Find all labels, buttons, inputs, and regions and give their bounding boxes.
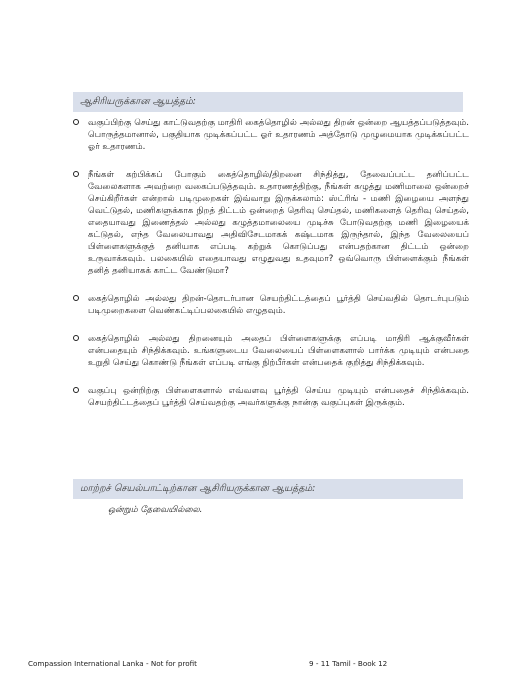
list-item xyxy=(69,117,469,153)
preparation-list xyxy=(69,117,469,409)
section-heading-text: ஆசிரியருக்கான ஆயத்தம்: xyxy=(80,96,196,107)
section-heading-text: மாற்றச் செயல்பாட்டிற்கான ஆசிரியருக்கான ஆயத்தம்: xyxy=(80,483,316,494)
section-heading-alternate-activity xyxy=(73,479,463,499)
section-note: ஒன்றும் தேவையில்லை. xyxy=(108,505,203,515)
list-item xyxy=(69,169,469,277)
circle-bullet-icon xyxy=(73,335,79,341)
circle-bullet-icon xyxy=(73,119,79,125)
footer-right-text: 9 - 11 Tamil - Book 12 xyxy=(309,659,388,668)
circle-bullet-icon xyxy=(73,295,79,301)
circle-bullet-icon xyxy=(73,387,79,393)
list-item xyxy=(69,385,469,409)
list-item-text: கைத்தொழில் அல்லது திறன்-தொடர்பான செயற்திட்டத்தைப் பூர்த்தி செய்வதில் தொடர்புபடும் படிமுறைகளை வெண்கட்டிப்பலகையில் எழுதவும். xyxy=(88,294,469,316)
list-item xyxy=(69,333,469,369)
list-item-text: வகுப்பு ஒன்றிற்கு பிள்ளைகளால் எவ்வளவு பூர்த்தி செய்ய முடியும் என்பதைச் சிந்திக்கவும். செயற்திட்டத்தைப் பூர்த்தி செய்வதற்கு அவர்களுக்கு நான்கு வகுப்புகள் இருக்கும். xyxy=(88,386,469,408)
list-item xyxy=(69,293,469,317)
list-item-text: வகுப்பிற்கு செய்து காட்டுவதற்கு மாதிரி கைத்தொழில் அல்லது திறன் ஒன்றை ஆயத்தப்படுத்தவும். பொருத்தமானால், பகுதியாக முடிக்கப்பட்ட ஓர் உதாரணம் அத்தோடு முழுமையாக முடிக்கப்பட்ட ஓர் உதாரணம். xyxy=(88,118,469,152)
list-item-text: கைத்தொழில் அல்லது திறனையும் அதைப் பிள்ளைகளுக்கு எப்படி மாதிரி ஆக்குவீர்கள் என்பதையும் சிந்திக்கவும். உங்களுடைய வேலையைப் பிள்ளைகளால் பார்க்க முடியும் என்பதை உறுதி செய்து கொண்டு நீங்கள் எப்படி எங்கு நிற்பீர்கள் என்பதைக் குறித்து சிந்திக்கவும். xyxy=(88,334,469,368)
section-heading-teacher-preparation xyxy=(73,92,463,112)
list-item-text: நீங்கள் கற்பிக்கப் போகும் கைத்தொழில்/திறனை சிந்தித்து, தேவைப்பட்ட தனிப்பட்ட வேலைகளாக அவற்றை வகைப்படுத்தவும். உதாரணத்திற்கு, நீங்கள் கழுத்து மணிமாலை ஒன்றைச் செய்கிறீர்கள் என்றால் படிமுறைகள் இவ்வாறு இருக்கலாம்: ஸ்ட்ரிங் - மணி இழையை அளந்து வெட்டுதல், மணிகளுக்காக நிறத் திட்டம் ஒன்றைத் தெரிவு செய்தல், மணிகளைத் தெரிவு செய்தல், எதையாவது இணைத்தல் அல்லது கழுத்தமாலையை முடிச்சு போடுவதற்கு மணி இழையைக் கட்டுதல், எந்த வேலையாவது அதிவிசேடமாகக் கஷ்டமாக இருந்தால், இந்த வேலையைப் பிள்ளைகளுக்குத் தனியாக எப்படி கற்றுக் கொடுப்பது என்பதற்கான திட்டம் ஒன்றை உருவாக்கவும். பலகையில் எதையாவது எழுதுவது உதவுமா? ஒவ்வொரு பிள்ளைக்கும் நீங்கள் தனித் தனியாகக் காட்ட வேண்டுமா? xyxy=(88,170,469,276)
circle-bullet-icon xyxy=(73,171,79,177)
footer-left-text: Compassion International Lanka - Not for profit xyxy=(28,659,197,668)
